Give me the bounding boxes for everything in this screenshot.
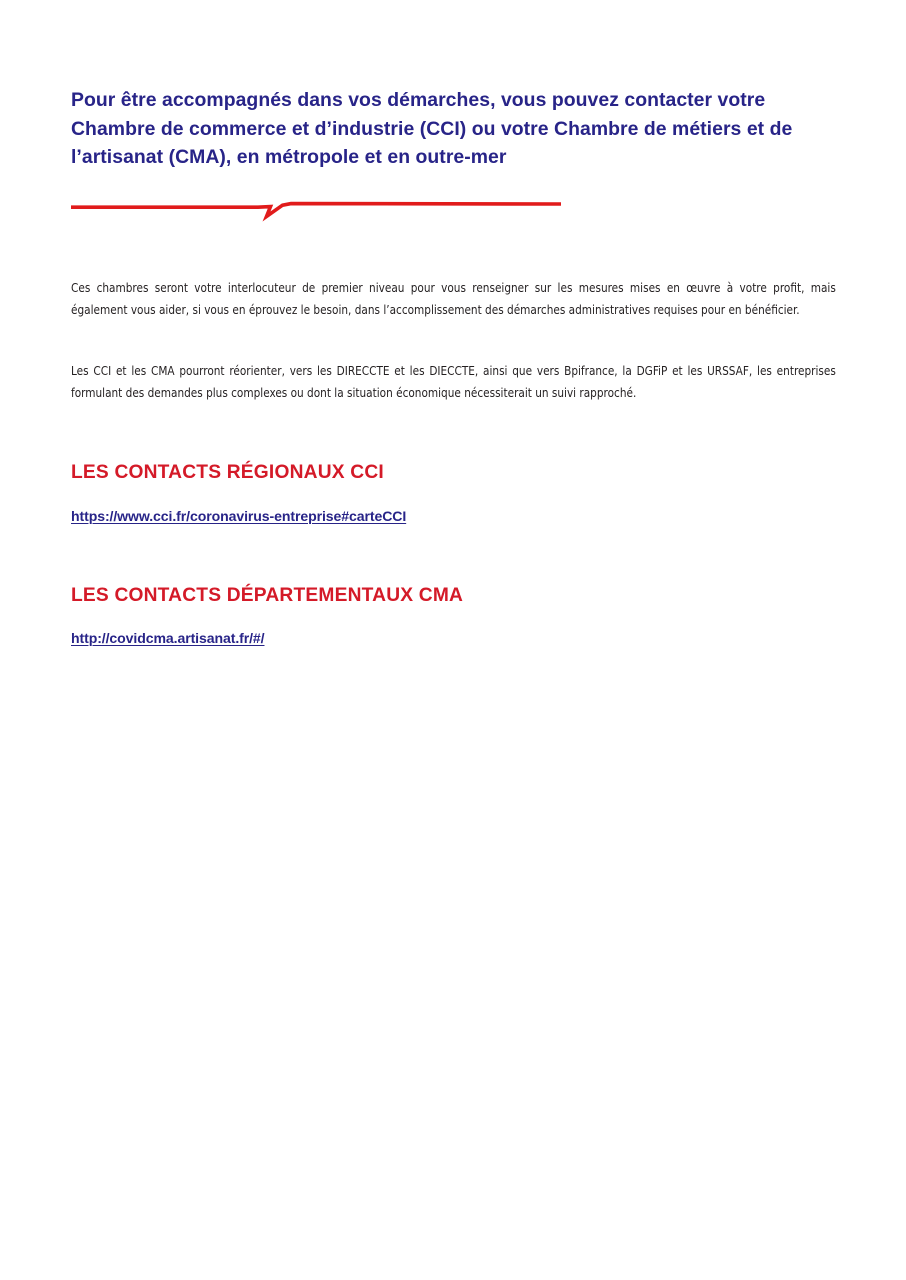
intro-paragraph: Ces chambres seront votre interlocuteur de premier niveau pour vous renseigner sur les mesures mises en œuvre à votre profit, mais également vous aider, si vous en éprouvez le besoin, dans l’accomplissement des démarches administratives requises pour en bénéficier.	[71, 279, 836, 317]
zigzag-line-icon	[70, 196, 562, 224]
section-heading-cci: LES CONTACTS RÉGIONAUX CCI	[71, 461, 384, 483]
link-cci-regional-contacts[interactable]: https://www.cci.fr/coronavirus-entreprise#carteCCI	[71, 508, 407, 524]
link-cma-departmental-contacts[interactable]: http://covidcma.artisanat.fr/#/	[71, 630, 265, 646]
red-divider-rule	[70, 196, 562, 224]
page-title: Pour être accompagnés dans vos démarches, vous pouvez contacter votre Chambre de commerce et d’industrie (CCI) ou votre Chambre de métiers et de l’artisanat (CMA), en métropole et en outre-mer	[71, 88, 793, 169]
section-heading-cma: LES CONTACTS DÉPARTEMENTAUX CMA	[71, 584, 464, 606]
referral-paragraph: Les CCI et les CMA pourront réorienter, vers les DIRECCTE et les DIECCTE, ainsi que vers Bpifrance, la DGFiP et les URSSAF, les entreprises formulant des demandes plus complexes ou dont la situation économique nécessiterait un suivi rapproché.	[71, 362, 836, 400]
